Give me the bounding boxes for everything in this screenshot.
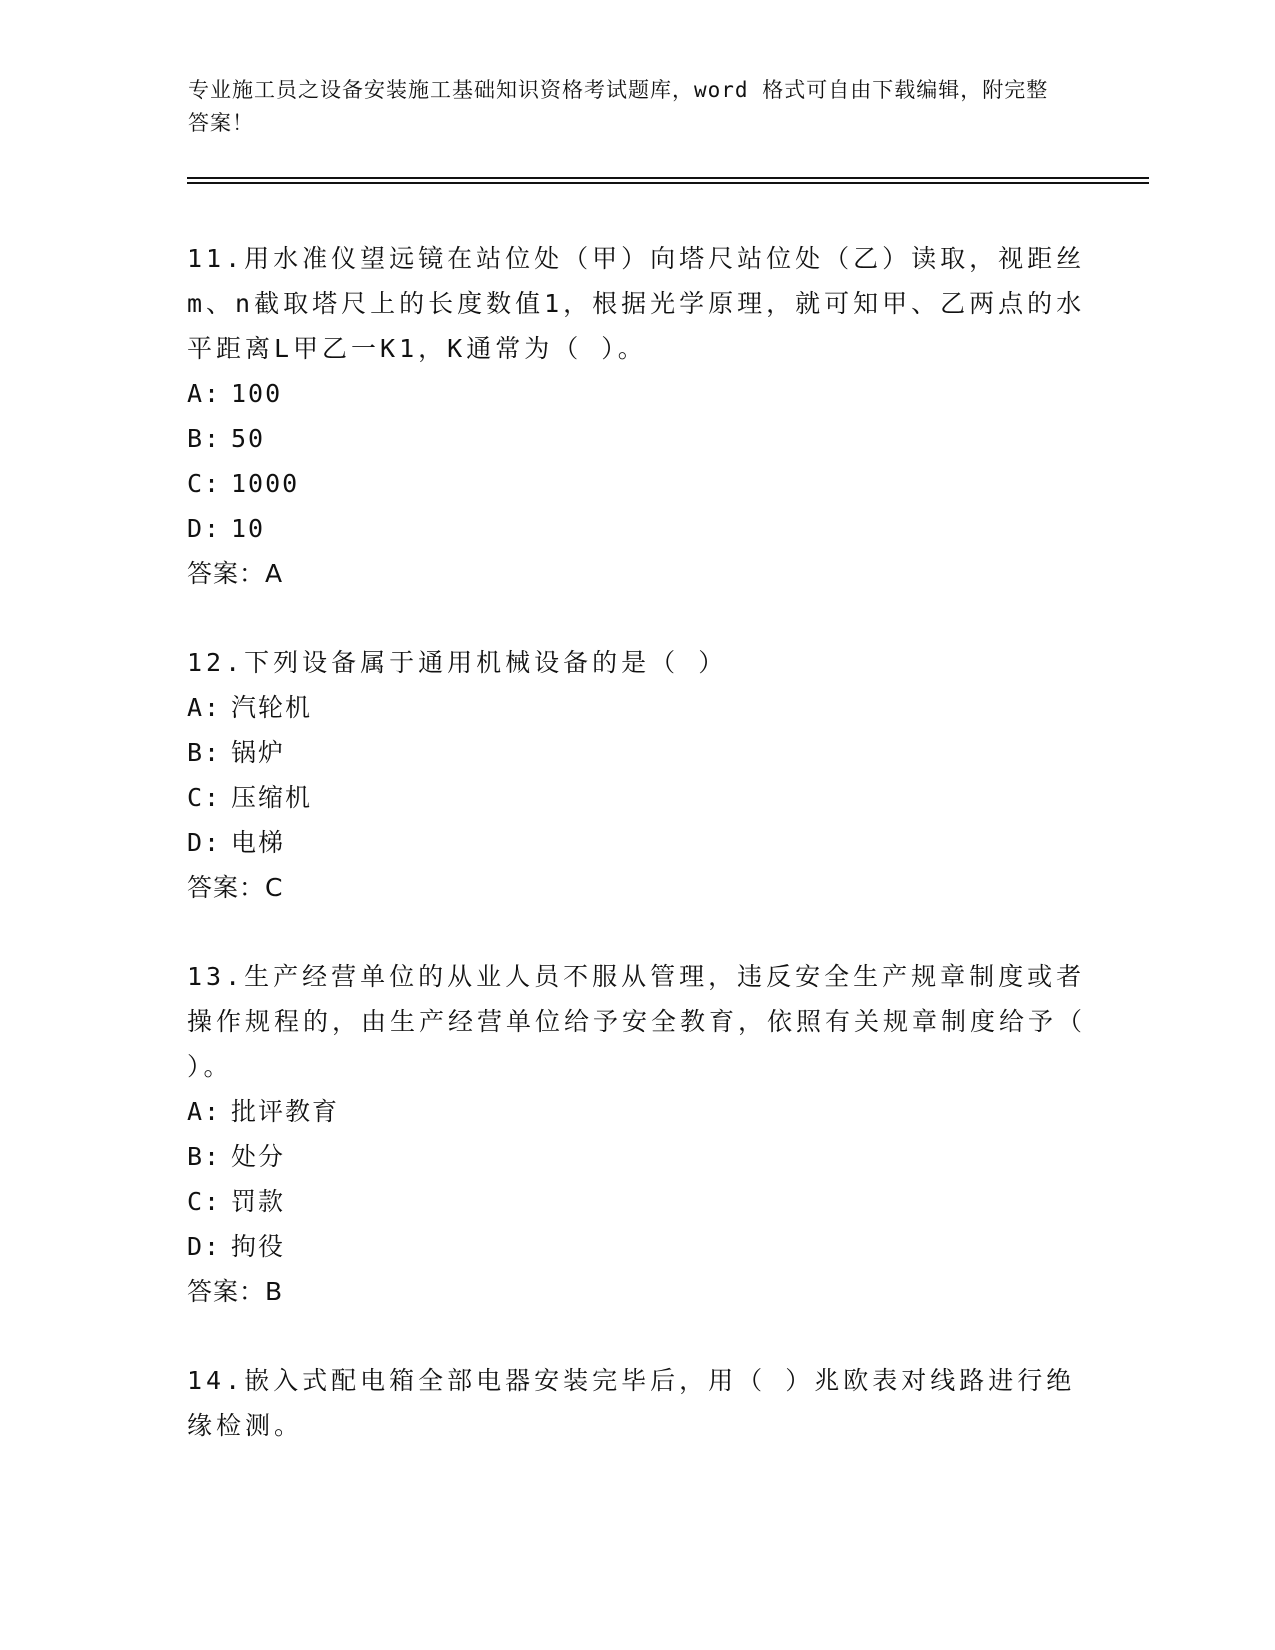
option-a: [187, 371, 1087, 416]
header-rule-top: [187, 177, 1149, 179]
option-a: [187, 1089, 1087, 1134]
question-text: 11.用水准仪望远镜在站位处（甲）向塔尺站位处（乙）读取，视距丝m、n截取塔尺上的长度数值1，根据光学原理，就可知甲、乙两点的水平距离L甲乙一K1，K通常为（ ）。: [187, 244, 1086, 363]
question-text: 13.生产经营单位的从业人员不服从管理，违反安全生产规章制度或者操作规程的，由生产经营单位给予安全教育，依照有关规章制度给予（ ）。: [187, 962, 1087, 1081]
option-value: 批评教育: [231, 1097, 340, 1126]
option-value: 100: [231, 379, 283, 408]
option-key: A:: [187, 379, 222, 408]
option-key: C:: [187, 783, 222, 812]
option-key: D:: [187, 828, 222, 857]
option-value: 处分: [231, 1142, 286, 1171]
option-d: [187, 506, 1087, 551]
header-rule-bottom: [187, 182, 1149, 184]
option-key: B:: [187, 424, 222, 453]
question-11: [187, 236, 1087, 596]
option-value: 10: [231, 514, 266, 543]
option-value: 罚款: [231, 1187, 286, 1216]
answer: 答案：C: [187, 873, 284, 902]
question-list: [187, 236, 1087, 1492]
option-b: [187, 730, 1087, 775]
option-key: B:: [187, 738, 222, 767]
answer: 答案：B: [187, 1277, 284, 1306]
option-a: [187, 685, 1087, 730]
option-key: A:: [187, 1097, 222, 1126]
option-value: 汽轮机: [231, 693, 313, 722]
option-d: [187, 820, 1087, 865]
option-d: [187, 1224, 1087, 1269]
question-14: [187, 1358, 1087, 1448]
option-value: 拘役: [231, 1232, 286, 1261]
option-value: 电梯: [231, 828, 286, 857]
option-c: [187, 461, 1087, 506]
question-text: 14.嵌入式配电箱全部电器安装完毕后，用（ ）兆欧表对线路进行绝缘检测。: [187, 1366, 1076, 1440]
question-13: [187, 954, 1087, 1314]
option-key: D:: [187, 514, 222, 543]
option-c: [187, 1179, 1087, 1224]
question-12: [187, 640, 1087, 910]
option-b: [187, 416, 1087, 461]
option-key: D:: [187, 1232, 222, 1261]
option-b: [187, 1134, 1087, 1179]
option-key: B:: [187, 1142, 222, 1171]
answer: 答案：A: [187, 559, 284, 588]
option-key: A:: [187, 693, 222, 722]
option-value: 1000: [231, 469, 300, 498]
option-key: C:: [187, 469, 222, 498]
option-value: 压缩机: [231, 783, 313, 812]
option-c: [187, 775, 1087, 820]
document-header: 专业施工员之设备安装施工基础知识资格考试题库，word 格式可自由下载编辑，附完整答案！: [188, 78, 1049, 135]
option-value: 锅炉: [231, 738, 286, 767]
option-value: 50: [231, 424, 266, 453]
option-key: C:: [187, 1187, 222, 1216]
question-text: 12.下列设备属于通用机械设备的是（ ）: [187, 648, 728, 677]
